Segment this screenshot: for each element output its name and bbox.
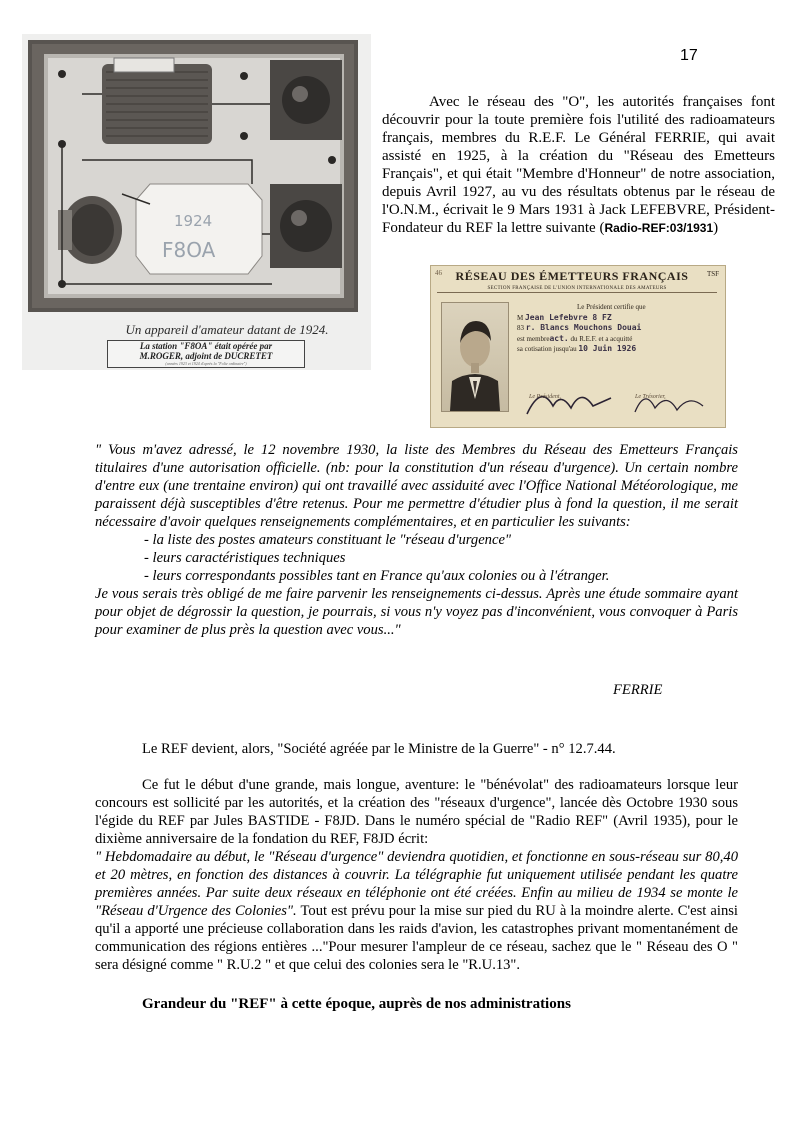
marking-1924: 1924 [174, 212, 213, 230]
station-caption-line2: M.ROGER, adjoint de DUCRETET [139, 351, 273, 361]
letter-item-1: - la liste des postes amateurs constituant le "réseau d'urgence" [144, 532, 512, 548]
letter-item-3: - leurs correspondants possibles tant en France qu'aux colonies ou à l'étranger. [144, 568, 610, 584]
card-until-prefix: sa cotisation jusqu'au [517, 345, 577, 353]
card-signatures-illustration [431, 266, 725, 427]
card-member-suffix: du R.E.F. et a acquitté [570, 334, 633, 343]
card-until-value: 10 Juin 1926 [578, 344, 637, 353]
station-caption-box [107, 340, 305, 368]
letter-item-2: - leurs caractéristiques techniques [144, 550, 346, 566]
membership-card-photo [430, 265, 726, 428]
letter-paragraph-2: Je vous serais très obligé de me faire parvenir les renseignements ci-dessus. Après une étude sommaire ayant pour objet de dégrossir la question, je pourrais, si vous n'y voyez pas d'inconvénient, vous convoquer à Paris pour examiner de plus près la question avec vous..." [95, 586, 738, 638]
body-p2-text: Ce fut le début d'une grande, mais longue, aventure: le "bénévolat" des radioamateurs lorsque leur concours est sollicité par les autorités, et la création des "réseaux d'urgence", lancée dès Octobre 1930 sous l'égide du REF par Jules BASTIDE - F8JD. Dans le numéro spécial de "Radio REF" (Avril 1935), pour le dixième anniversaire de la fondation du REF, F8JD écrit: [95, 777, 738, 847]
card-sig-president: Le Président, [529, 394, 561, 400]
body-paragraph-2 [95, 776, 738, 974]
card-name: Jean Lefebvre 8 FZ [524, 312, 612, 322]
station-caption-line1: La station "F8OA" était opérée par [139, 341, 273, 351]
card-address-prefix: 83 [517, 324, 524, 332]
body-paragraph-1 [95, 740, 738, 758]
card-member-value: act. [549, 333, 569, 343]
letter-signature: FERRIE [613, 682, 663, 698]
card-sig-treasurer: Le Trésorier, [635, 394, 666, 400]
section-heading: Grandeur du "REF" à cette époque, auprès de nos administrations [142, 996, 571, 1012]
intro-paragraph [382, 93, 775, 237]
body-p1-text: Le REF devient, alors, "Société agréée par le Ministre de la Guerre" - n° 12.7.44. [142, 741, 616, 757]
intro-close: ) [713, 220, 719, 236]
body-paragraph-3 [95, 848, 738, 974]
intro-source: Radio-REF:03/1931 [604, 221, 714, 235]
card-address: r. Blancs Mouchons Douai [525, 323, 642, 332]
body-p3-italic: " Hebdomadaire au début, le "Réseau d'urgence" deviendra quotidien, et fonctionne en sous-réseau sur 80,40 et 20 mètres, en fonction des distances à couvrir. La télégraphie fut uniquement utilisée pendant les quatre premières années. Par suite deux réseaux en téléphonie ont été créées. Enfin au milieu de 1934 se monte le "Réseau d'Urgence des Colonies". [95, 849, 738, 919]
body-p3-normal: Tout est prévu pour la mise sur pied du RU à la moindre alerte. C'est ainsi qu'il a apporté une précieuse collaboration dans les raids d'avion, les catastrophes privant momentanément de communication des régions entières ..."Pour mesurer l'ampleur de ce réseau, sachez que le " Réseau des O " sera désigné comme " R.U.2 " et que celui des colonies sera le "R.U.13". [95, 903, 738, 973]
card-name-prefix: M [517, 313, 524, 322]
card-member-prefix: est membre [517, 334, 550, 343]
card-line1: Le Président certifie que [577, 303, 646, 311]
card-subtitle: SECTION FRANÇAISE DE L'UNION INTERNATIONALE DES AMATEURS [437, 286, 717, 293]
apparatus-caption: Un appareil d'amateur datant de 1924. [125, 322, 329, 337]
radio-apparatus-photo [22, 34, 371, 370]
station-caption-small: (années 1923 et 1924 d'après la "Folie ordinaire") [165, 361, 247, 366]
letter-paragraph-1: " Vous m'avez adressé, le 12 novembre 1930, la liste des Membres du Réseau des Emetteurs Français titulaires d'une autorisation officielle. (nb: pour la constitution d'un réseau d'urgence). Un certain nombre d'entre eux (une trentaine environ) qui ont travaillé avec assiduité avec l'Office National Météorologique, me paraissent déjà susceptibles d'être retenus. Pour me permettre d'étudier plus à fond la question, il me serait nécessaire d'avoir quelques renseignements complémentaires, et en particulier les suivants: [95, 442, 738, 530]
card-tsf: TSF [707, 270, 720, 278]
card-number: 46 [435, 269, 442, 277]
intro-text: Avec le réseau des "O", les autorités françaises font découvrir pour la toute première fois l'utilité des radioamateurs français, membres du R.E.F. Le Général FERRIE, qui avait assisté en 1925, à la création du "Réseau des Emetteurs Français", et qui était "Membre d'Honneur" de notre association, depuis Avril 1927, au vu des résultats obtenus par le réseau de l'O.N.M., écrivait le 9 Mars 1931 à Jack LEFEBVRE, Président-Fondateur du REF la lettre suivante ( [382, 94, 775, 236]
page-number: 17 [680, 47, 698, 64]
card-title: RÉSEAU DES ÉMETTEURS FRANÇAIS [455, 269, 689, 283]
marking-f8oa: F8OA [162, 238, 216, 262]
ferrie-letter [95, 441, 738, 639]
apparatus-illustration [22, 34, 371, 370]
